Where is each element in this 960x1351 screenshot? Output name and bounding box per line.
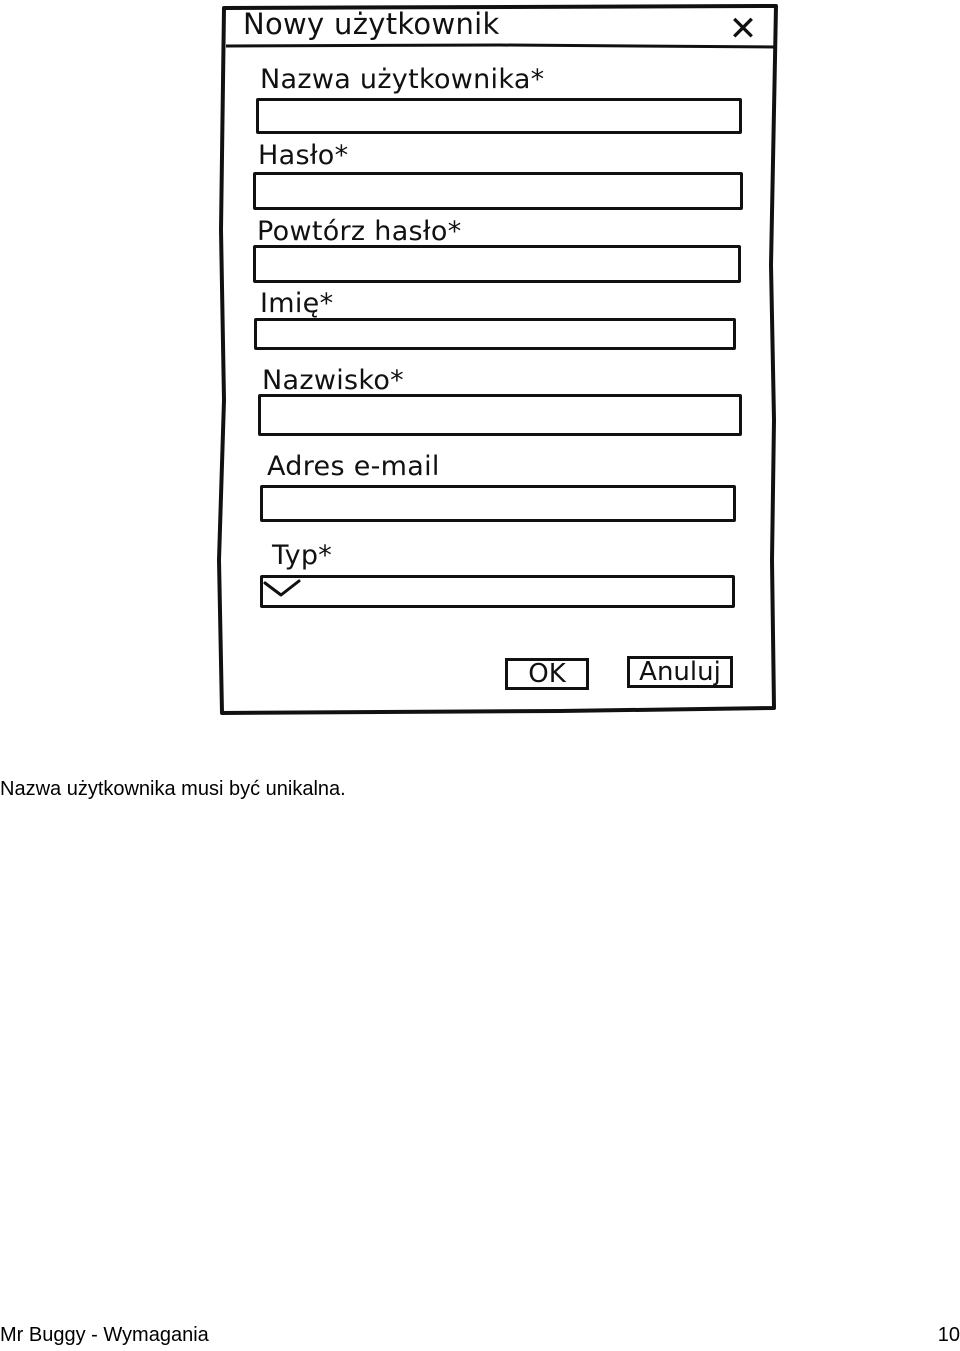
ok-button[interactable]: OK — [505, 658, 589, 690]
close-icon[interactable]: ✕ — [728, 9, 758, 49]
last-name-field[interactable] — [258, 394, 742, 436]
repeat-password-label: Powtórz hasło* — [257, 216, 462, 247]
footer-document-title: Mr Buggy - Wymagania — [0, 1324, 209, 1346]
first-name-field[interactable] — [254, 318, 736, 350]
dialog-title: Nowy użytkownik — [243, 7, 500, 41]
username-label: Nazwa użytkownika* — [260, 64, 545, 95]
email-label: Adres e-mail — [267, 451, 440, 482]
chevron-down-icon[interactable] — [263, 578, 301, 600]
type-label: Typ* — [272, 540, 333, 571]
type-select[interactable] — [260, 575, 735, 608]
footer-page-number: 10 — [937, 1324, 960, 1346]
first-name-label: Imię* — [260, 288, 334, 319]
last-name-label: Nazwisko* — [262, 365, 404, 396]
password-label: Hasło* — [258, 140, 349, 171]
cancel-button[interactable]: Anuluj — [627, 656, 733, 688]
repeat-password-field[interactable] — [253, 245, 741, 283]
password-field[interactable] — [253, 172, 743, 210]
username-field[interactable] — [256, 98, 742, 134]
email-field[interactable] — [260, 485, 736, 522]
requirement-note: Nazwa użytkownika musi być unikalna. — [0, 778, 346, 800]
